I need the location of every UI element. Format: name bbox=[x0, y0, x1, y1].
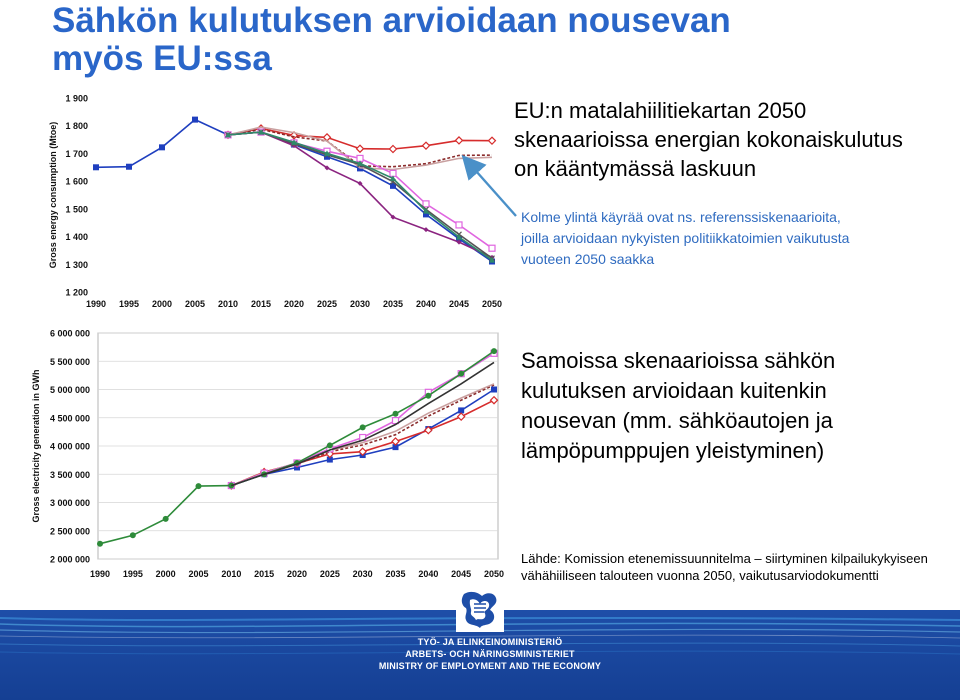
y-tick-label: 5 500 000 bbox=[49, 356, 90, 367]
electricity-heading-line-1: Samoissa skenaarioissa sähkön bbox=[521, 348, 836, 373]
ministry-name-en: MINISTRY OF EMPLOYMENT AND THE ECONOMY bbox=[378, 661, 602, 671]
data-point bbox=[425, 393, 431, 399]
electricity-heading-line-3: nousevan (mm. sähköautojen ja bbox=[521, 408, 833, 433]
energy-heading-line-2: skenaarioissa energian kokonaiskulutus bbox=[514, 127, 903, 152]
x-tick-label: 2015 bbox=[254, 569, 275, 579]
x-tick-label: 2050 bbox=[481, 299, 503, 309]
ministry-name-fi: TYÖ- JA ELINKEINOMINISTERIÖ bbox=[417, 637, 563, 647]
x-tick-label: 1990 bbox=[85, 299, 107, 309]
x-tick-label: 2050 bbox=[483, 569, 505, 579]
data-point bbox=[93, 164, 99, 170]
data-point bbox=[97, 541, 103, 547]
y-tick-label: 1 500 bbox=[65, 204, 88, 215]
electricity-generation-chart bbox=[26, 318, 516, 582]
y-tick-label: 3 000 000 bbox=[49, 498, 90, 508]
data-point bbox=[423, 201, 429, 207]
energy-consumption-chart bbox=[30, 85, 510, 315]
y-tick-label: 4 500 000 bbox=[49, 413, 90, 424]
y-tick-label: 3 500 000 bbox=[49, 469, 90, 480]
electricity-heading-line-2: kulutuksen arvioidaan kuitenkin bbox=[521, 378, 827, 403]
x-tick-label: 2005 bbox=[184, 299, 206, 309]
x-tick-label: 2025 bbox=[319, 569, 340, 579]
x-tick-label: 2035 bbox=[385, 569, 406, 579]
data-point bbox=[196, 483, 202, 489]
x-tick-label: 2035 bbox=[382, 299, 404, 309]
x-tick-label: 2045 bbox=[451, 569, 472, 579]
y-tick-label: 1 300 bbox=[65, 259, 88, 270]
finnish-lion-crest-icon bbox=[456, 588, 504, 632]
y-axis-label: Gross electricity generation in GWh bbox=[31, 369, 41, 523]
energy-heading bbox=[514, 96, 954, 183]
y-tick-label: 1 600 bbox=[65, 176, 88, 187]
x-tick-label: 2030 bbox=[352, 569, 373, 579]
y-tick-label: 2 000 000 bbox=[49, 554, 90, 565]
x-tick-label: 2030 bbox=[349, 299, 371, 309]
x-tick-label: 2000 bbox=[155, 569, 176, 579]
y-tick-label: 6 000 000 bbox=[49, 328, 90, 339]
title-line-2: myös EU:ssa bbox=[52, 39, 272, 78]
x-tick-label: 2010 bbox=[217, 299, 239, 309]
x-tick-label: 2015 bbox=[250, 299, 272, 309]
data-point bbox=[360, 424, 366, 430]
title-line-1: Sähkön kulutuksen arvioidaan nousevan bbox=[52, 1, 731, 40]
data-point bbox=[491, 387, 497, 393]
y-tick-label: 2 500 000 bbox=[49, 526, 90, 537]
y-tick-label: 4 000 000 bbox=[49, 441, 90, 452]
source-line-1: Lähde: Komission etenemissuunnitelma – siirtyminen kilpailukykyiseen bbox=[521, 551, 928, 566]
note-line-1: Kolme ylintä käyrää ovat ns. referenssiskenaarioita, bbox=[521, 209, 841, 225]
source-citation bbox=[521, 550, 953, 584]
pointer-arrow bbox=[440, 150, 520, 220]
x-tick-label: 1990 bbox=[89, 569, 111, 579]
y-tick-label: 5 000 000 bbox=[49, 385, 90, 395]
y-tick-label: 1 400 bbox=[65, 232, 88, 243]
x-tick-label: 2010 bbox=[221, 569, 242, 579]
data-point bbox=[159, 144, 165, 150]
data-point bbox=[192, 117, 198, 123]
x-tick-label: 2040 bbox=[418, 569, 439, 579]
electricity-heading bbox=[521, 346, 941, 466]
data-point bbox=[126, 164, 132, 170]
data-point bbox=[456, 222, 462, 228]
data-point bbox=[130, 532, 136, 538]
energy-heading-line-1: EU:n matalahiilitiekartan 2050 bbox=[514, 98, 807, 123]
data-point bbox=[458, 371, 464, 377]
data-point bbox=[163, 516, 169, 522]
y-tick-label: 1 800 bbox=[65, 121, 88, 132]
ministry-name bbox=[360, 636, 620, 672]
data-point bbox=[327, 442, 333, 448]
electricity-heading-line-4: lämpöpumppujen yleistyminen) bbox=[521, 438, 825, 463]
y-tick-label: 1 200 bbox=[65, 287, 88, 298]
data-point bbox=[393, 411, 399, 417]
reference-scenario-note bbox=[521, 207, 941, 270]
y-axis-label: Gross energy consumption (Mtoe) bbox=[48, 121, 58, 269]
x-tick-label: 2025 bbox=[316, 299, 338, 309]
page-title bbox=[52, 2, 932, 78]
y-tick-label: 1 900 bbox=[65, 93, 88, 104]
x-tick-label: 1995 bbox=[122, 569, 143, 579]
x-tick-label: 2045 bbox=[448, 299, 470, 309]
x-tick-label: 2040 bbox=[415, 299, 437, 309]
x-tick-label: 1995 bbox=[118, 299, 140, 309]
y-tick-label: 1 700 bbox=[65, 148, 88, 159]
x-tick-label: 2000 bbox=[151, 299, 173, 309]
x-tick-label: 2005 bbox=[188, 569, 209, 579]
x-tick-label: 2020 bbox=[283, 299, 305, 309]
x-tick-label: 2020 bbox=[286, 569, 308, 579]
data-point bbox=[491, 348, 497, 354]
note-line-3: vuoteen 2050 saakka bbox=[521, 251, 655, 267]
ministry-name-sv: ARBETS- OCH NÄRINGSMINISTERIET bbox=[405, 649, 575, 659]
energy-heading-line-3: on kääntymässä laskuun bbox=[514, 156, 757, 181]
ministry-logo bbox=[456, 588, 504, 632]
data-point bbox=[489, 245, 495, 251]
note-line-2: joilla arvioidaan nykyisten politiikkatoimien vaikutusta bbox=[521, 230, 850, 246]
source-line-2: vähähiiliseen talouteen vuonna 2050, vaikutusarviodokumentti bbox=[521, 568, 879, 583]
